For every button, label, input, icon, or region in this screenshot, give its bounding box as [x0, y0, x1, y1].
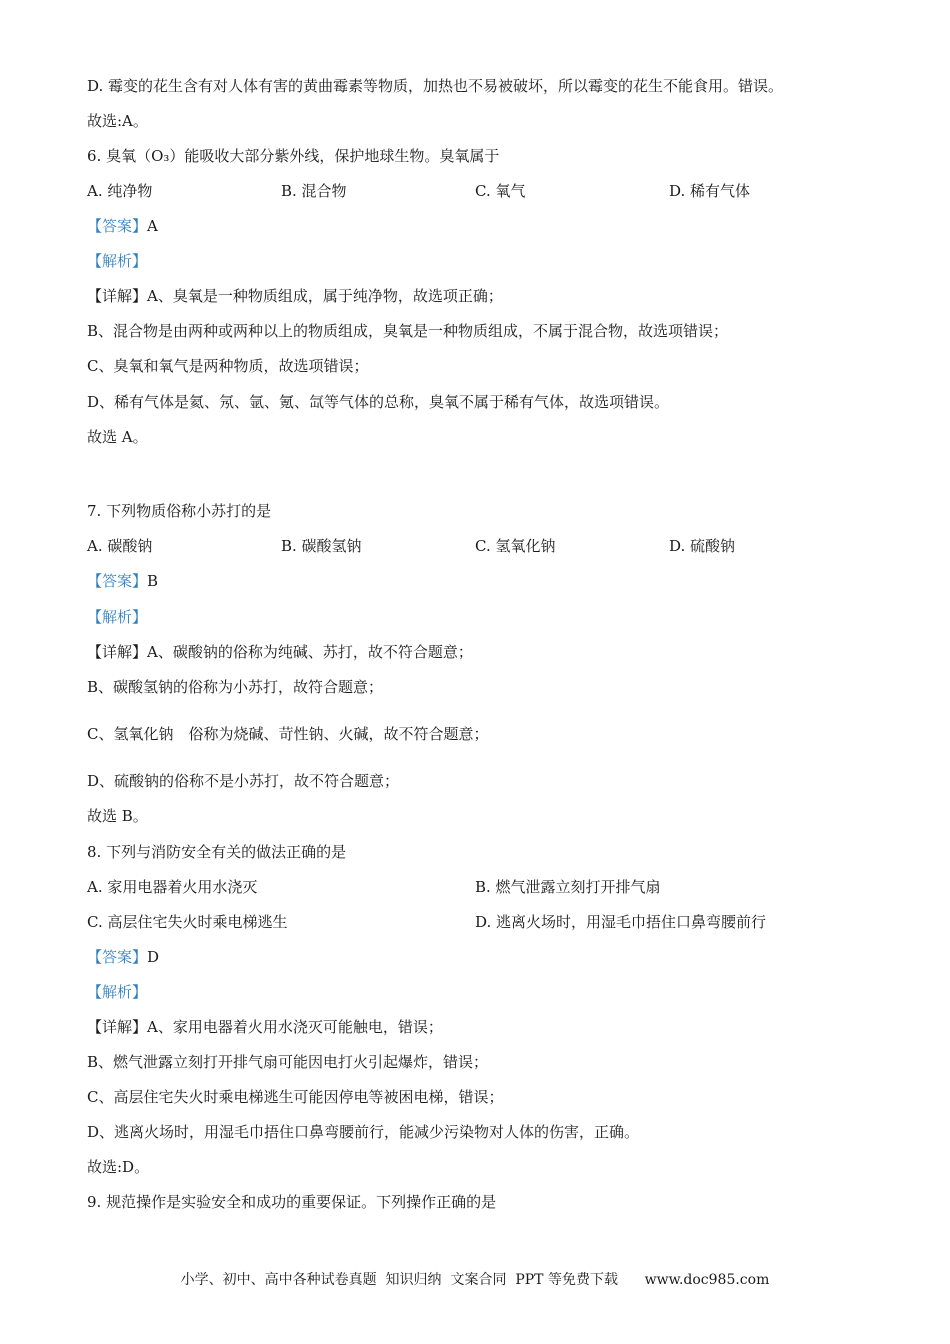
q8-choose: 故选:D。 [87, 1158, 150, 1176]
q8-answer [87, 947, 159, 967]
question-9: 9. 规范操作是实验安全和成功的重要保证。下列操作正确的是 [87, 1193, 497, 1211]
question-7: 7. 下列物质俗称小苏打的是 [87, 502, 272, 520]
q7-option-c: C. 氢氧化钠 [475, 537, 556, 555]
q7-detail-3: C、氢氧化钠 俗称为烧碱、苛性钠、火碱，故不符合题意； [87, 725, 489, 743]
q7-option-a: A. 碳酸钠 [87, 537, 153, 555]
q8-detail-3: C、高层住宅失火时乘电梯逃生可能因停电等被困电梯，错误； [87, 1088, 504, 1106]
question-8: 8. 下列与消防安全有关的做法正确的是 [87, 843, 347, 861]
q7-answer [87, 571, 158, 591]
q6-answer [87, 216, 158, 236]
q8-option-b: B. 燃气泄露立刻打开排气扇 [475, 878, 661, 896]
q6-detail-4: D、稀有气体是氦、氖、氩、氪、氙等气体的总称，臭氧不属于稀有气体，故选项错误。 [87, 393, 670, 411]
q8-option-c: C. 高层住宅失火时乘电梯逃生 [87, 913, 288, 931]
option-d-explanation: D. 霉变的花生含有对人体有害的黄曲霉素等物质，加热也不易被破坏，所以霉变的花生不能食用。错误。 [87, 77, 784, 95]
q7-detail-4: D、硫酸钠的俗称不是小苏打，故不符合题意； [87, 772, 400, 790]
q8-option-d: D. 逃离火场时，用湿毛巾捂住口鼻弯腰前行 [475, 913, 767, 931]
q7-option-b: B. 碳酸氢钠 [281, 537, 362, 555]
q6-option-a: A. 纯净物 [87, 182, 153, 200]
q7-detail-1 [87, 642, 473, 662]
detail-text: A、家用电器着火用水浇灭可能触电，错误； [147, 1018, 443, 1036]
q8-detail-4: D、逃离火场时，用湿毛巾捂住口鼻弯腰前行，能减少污染物对人体的伤害，正确。 [87, 1123, 640, 1141]
q6-choose: 故选 A。 [87, 428, 148, 446]
q8-option-a: A. 家用电器着火用水浇灭 [87, 878, 258, 896]
q7-option-d: D. 硫酸钠 [669, 537, 736, 555]
choose-line: 故选:A。 [87, 112, 148, 130]
q6-option-b: B. 混合物 [281, 182, 347, 200]
detail-text: A、臭氧是一种物质组成，属于纯净物，故选项正确； [147, 287, 503, 305]
detail-text: A、碳酸钠的俗称为纯碱、苏打，故不符合题意； [147, 643, 473, 661]
q8-analysis-tag: 【解析】 [87, 983, 148, 1001]
q7-analysis-tag: 【解析】 [87, 608, 148, 626]
answer-tag: 【答案】 [87, 948, 148, 966]
answer-value: B [147, 572, 159, 590]
q6-option-c: C. 氧气 [475, 182, 526, 200]
detail-tag: 【详解】 [87, 287, 148, 305]
q6-analysis-tag: 【解析】 [87, 252, 148, 270]
page-footer: 小学、初中、高中各种试卷真题 知识归纳 文案合同 PPT 等免费下载 www.doc985.com [180, 1272, 770, 1288]
q6-detail-2: B、混合物是由两种或两种以上的物质组成，臭氧是一种物质组成，不属于混合物，故选项错误； [87, 322, 729, 340]
question-6: 6. 臭氧（O₃）能吸收大部分紫外线，保护地球生物。臭氧属于 [87, 147, 500, 165]
answer-value: A [147, 217, 158, 235]
q6-option-d: D. 稀有气体 [669, 182, 751, 200]
answer-tag: 【答案】 [87, 572, 148, 590]
answer-value: D [147, 948, 160, 966]
answer-tag: 【答案】 [87, 217, 148, 235]
q6-detail-3: C、臭氧和氧气是两种物质，故选项错误； [87, 357, 369, 375]
q7-detail-2: B、碳酸氢钠的俗称为小苏打，故符合题意； [87, 678, 384, 696]
detail-tag: 【详解】 [87, 643, 148, 661]
detail-tag: 【详解】 [87, 1018, 148, 1036]
q6-detail-1 [87, 286, 503, 306]
q7-choose: 故选 B。 [87, 807, 148, 825]
q8-detail-2: B、燃气泄露立刻打开排气扇可能因电打火引起爆炸，错误； [87, 1053, 489, 1071]
q8-detail-1 [87, 1017, 443, 1037]
